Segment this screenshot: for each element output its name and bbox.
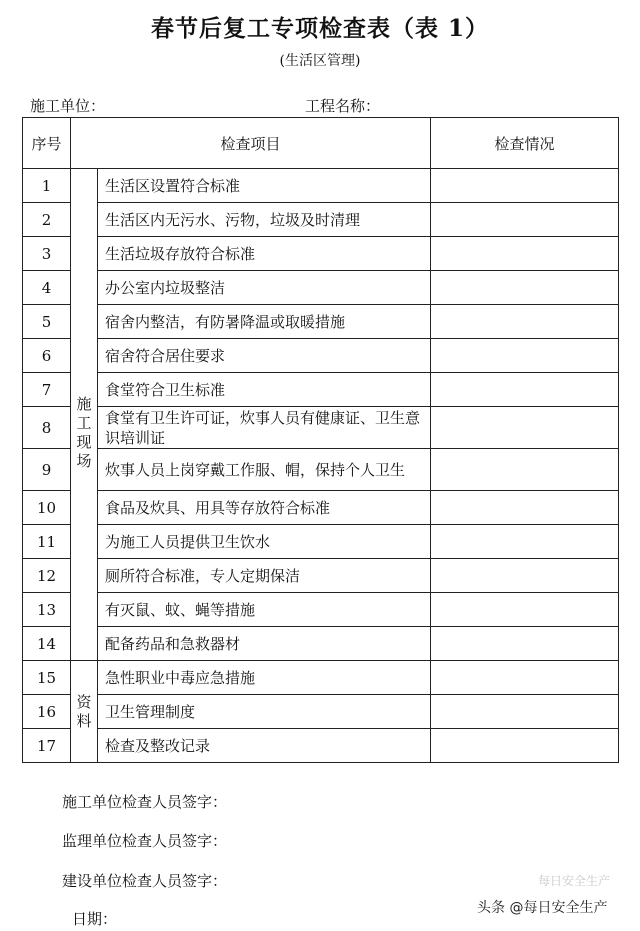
form-subtitle: (生活区管理): [279, 53, 361, 69]
group-label: 施工现场: [76, 394, 92, 470]
table-row: [23, 169, 619, 203]
row-number: 15: [23, 661, 71, 695]
check-status-cell[interactable]: [431, 169, 619, 203]
table-row: [23, 729, 619, 763]
row-number: 5: [23, 305, 71, 339]
check-status-cell[interactable]: [431, 305, 619, 339]
group-site: [71, 169, 98, 661]
table-row: [23, 593, 619, 627]
row-number: 16: [23, 695, 71, 729]
check-status-cell[interactable]: [431, 449, 619, 491]
check-status-cell[interactable]: [431, 593, 619, 627]
table-row: [23, 627, 619, 661]
check-item: 卫生管理制度: [98, 695, 431, 729]
row-number: 12: [23, 559, 71, 593]
check-item: 食品及炊具、用具等存放符合标准: [98, 491, 431, 525]
contractor-signature-label: 施工单位检查人员签字：: [62, 793, 228, 811]
row-number: 9: [23, 449, 71, 491]
check-item: 厕所符合标准，专人定期保洁: [98, 559, 431, 593]
check-status-cell[interactable]: [431, 407, 619, 449]
check-item: 炊事人员上岗穿戴工作服、帽，保持个人卫生: [98, 449, 431, 491]
header-item: 检查项目: [71, 118, 431, 169]
header-status: 检查情况: [431, 118, 619, 169]
row-number: 8: [23, 407, 71, 449]
table-row: [23, 559, 619, 593]
check-status-cell[interactable]: [431, 271, 619, 305]
table-row: [23, 449, 619, 491]
check-status-cell[interactable]: [431, 203, 619, 237]
check-status-cell[interactable]: [431, 695, 619, 729]
check-status-cell[interactable]: [431, 559, 619, 593]
check-item: 有灭鼠、蚊、蝇等措施: [98, 593, 431, 627]
table-row: [23, 339, 619, 373]
row-number: 6: [23, 339, 71, 373]
check-status-cell[interactable]: [431, 729, 619, 763]
row-number: 2: [23, 203, 71, 237]
check-status-cell[interactable]: [431, 373, 619, 407]
group-label: 资料: [76, 692, 92, 730]
construction-unit-label: 施工单位：: [30, 97, 106, 115]
table-row: [23, 525, 619, 559]
table-row: [23, 407, 619, 449]
table-row: [23, 661, 619, 695]
check-status-cell[interactable]: [431, 525, 619, 559]
check-status-cell[interactable]: [431, 627, 619, 661]
watermark: 头条 @每日安全生产: [477, 900, 608, 916]
check-status-cell[interactable]: [431, 339, 619, 373]
project-name-label: 工程名称：: [305, 97, 381, 115]
check-item: 配备药品和急救器材: [98, 627, 431, 661]
row-number: 3: [23, 237, 71, 271]
check-status-cell[interactable]: [431, 661, 619, 695]
check-item: 检查及整改记录: [98, 729, 431, 763]
group-docs: [71, 661, 98, 763]
check-item: 急性职业中毒应急措施: [98, 661, 431, 695]
row-number: 1: [23, 169, 71, 203]
check-item: 宿舍符合居住要求: [98, 339, 431, 373]
table-row: [23, 695, 619, 729]
table-row: [23, 305, 619, 339]
table-row: [23, 203, 619, 237]
row-number: 14: [23, 627, 71, 661]
owner-signature-label: 建设单位检查人员签字：: [62, 872, 228, 890]
check-item: 食堂符合卫生标准: [98, 373, 431, 407]
table-row: [23, 237, 619, 271]
table-row: [23, 271, 619, 305]
check-item: 生活垃圾存放符合标准: [98, 237, 431, 271]
row-number: 17: [23, 729, 71, 763]
row-number: 13: [23, 593, 71, 627]
check-item: 宿舍内整洁，有防暑降温或取暖措施: [98, 305, 431, 339]
table-header-row: [23, 118, 619, 169]
check-item: 办公室内垃圾整洁: [98, 271, 431, 305]
row-number: 4: [23, 271, 71, 305]
table-row: [23, 373, 619, 407]
check-status-cell[interactable]: [431, 237, 619, 271]
check-item: 食堂有卫生许可证，炊事人员有健康证、卫生意识培训证: [98, 407, 431, 449]
check-item: 为施工人员提供卫生饮水: [98, 525, 431, 559]
table-row: [23, 491, 619, 525]
date-label: 日期：: [72, 910, 118, 928]
supervisor-signature-label: 监理单位检查人员签字：: [62, 832, 228, 850]
watermark-faint: 每日安全生产: [538, 874, 611, 888]
row-number: 7: [23, 373, 71, 407]
check-item: 生活区内无污水、污物，垃圾及时清理: [98, 203, 431, 237]
row-number: 11: [23, 525, 71, 559]
check-item: 生活区设置符合标准: [98, 169, 431, 203]
header-no: 序号: [23, 118, 71, 169]
form-title: 春节后复工专项检查表（表 1）: [150, 15, 489, 42]
inspection-table: [22, 117, 619, 763]
row-number: 10: [23, 491, 71, 525]
check-status-cell[interactable]: [431, 491, 619, 525]
